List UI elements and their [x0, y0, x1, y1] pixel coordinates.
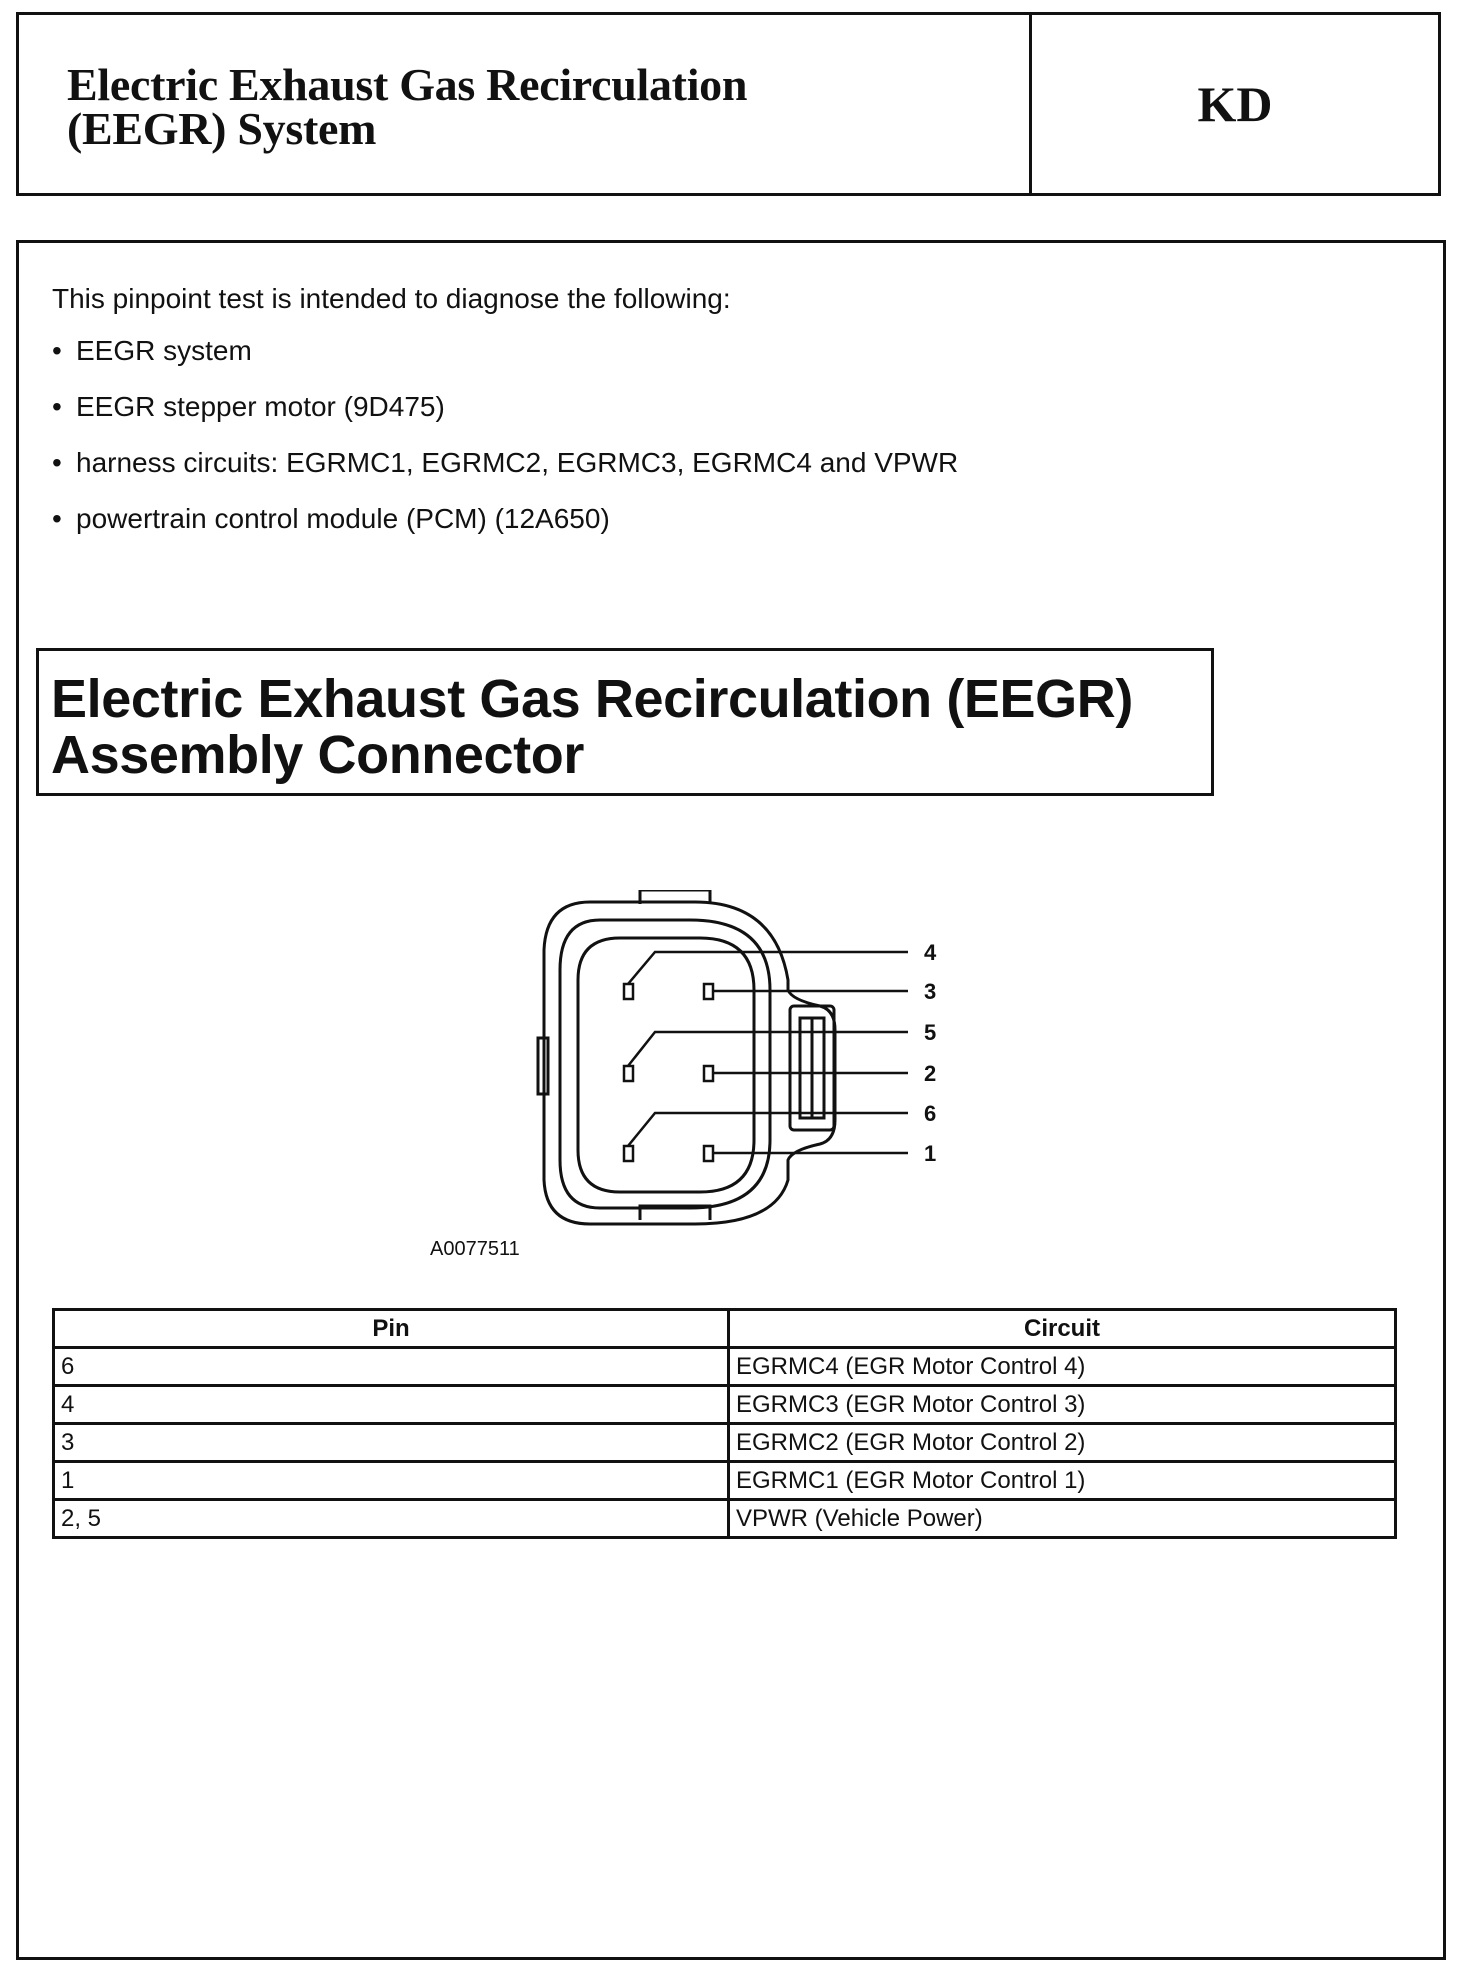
table-row [54, 1424, 1396, 1462]
section-title [51, 671, 1133, 783]
bullet-icon: • [52, 447, 62, 478]
pin-label: 6 [924, 1101, 937, 1126]
pin-6-terminal [624, 1146, 633, 1161]
list-item-text: EEGR system [76, 335, 252, 366]
pin-5-terminal [624, 1066, 633, 1081]
pin-3-terminal [704, 984, 713, 999]
list-item-text: EEGR stepper motor (9D475) [76, 391, 445, 422]
header-box [16, 12, 1441, 196]
page-title [67, 59, 748, 154]
pin-cell: 2, 5 [54, 1500, 729, 1538]
leader-line-5 [628, 1032, 908, 1066]
column-header-pin: Pin [54, 1310, 729, 1348]
pin-cell: 4 [54, 1386, 729, 1424]
bullet-icon: • [52, 503, 62, 534]
table-row [54, 1462, 1396, 1500]
leader-line-6 [628, 1113, 908, 1146]
pin-cell: 1 [54, 1462, 729, 1500]
table-row [54, 1386, 1396, 1424]
pin-4-terminal [624, 984, 633, 999]
circuit-cell: EGRMC1 (EGR Motor Control 1) [729, 1462, 1396, 1500]
page-title-line-1: Electric Exhaust Gas Recirculation [67, 59, 748, 110]
pin-1-terminal [704, 1146, 713, 1161]
pin-label: 1 [924, 1141, 937, 1166]
list-item [52, 390, 958, 446]
connector-diagram [520, 890, 980, 1230]
list-item [52, 334, 958, 390]
column-header-circuit: Circuit [729, 1310, 1396, 1348]
page-title-line-2: (EEGR) System [67, 103, 377, 154]
pin-cell: 6 [54, 1348, 729, 1386]
pin-label: 5 [924, 1020, 937, 1045]
circuit-cell: EGRMC4 (EGR Motor Control 4) [729, 1348, 1396, 1386]
section-title-line-1: Electric Exhaust Gas Recirculation (EEGR) [51, 669, 1133, 729]
pin-circuit-table [52, 1308, 1397, 1539]
diagnose-list [52, 334, 958, 558]
table-row [54, 1500, 1396, 1538]
circuit-cell: EGRMC3 (EGR Motor Control 3) [729, 1386, 1396, 1424]
pin-cell: 3 [54, 1424, 729, 1462]
circuit-cell: EGRMC2 (EGR Motor Control 2) [729, 1424, 1396, 1462]
bullet-icon: • [52, 391, 62, 422]
pin-label: 4 [924, 940, 937, 965]
pin-2-terminal [704, 1066, 713, 1081]
pinpoint-test-code: KD [1197, 76, 1273, 132]
bullet-icon: • [52, 335, 62, 366]
table-header-row [54, 1310, 1396, 1348]
figure-id: A0077511 [430, 1238, 520, 1260]
list-item-text: harness circuits: EGRMC1, EGRMC2, EGRMC3, EGRMC4 and VPWR [76, 447, 959, 478]
list-item [52, 502, 958, 558]
list-item-text: powertrain control module (PCM) (12A650) [76, 503, 610, 534]
pin-label: 3 [924, 979, 937, 1004]
table-row [54, 1348, 1396, 1386]
section-heading-box [36, 648, 1214, 796]
connector-inner-seal [560, 920, 770, 1208]
pin-label: 2 [924, 1061, 937, 1086]
intro-text: This pinpoint test is intended to diagnose the following: [52, 283, 731, 314]
circuit-cell: VPWR (Vehicle Power) [729, 1500, 1396, 1538]
list-item [52, 446, 958, 502]
section-title-line-2: Assembly Connector [51, 725, 584, 785]
